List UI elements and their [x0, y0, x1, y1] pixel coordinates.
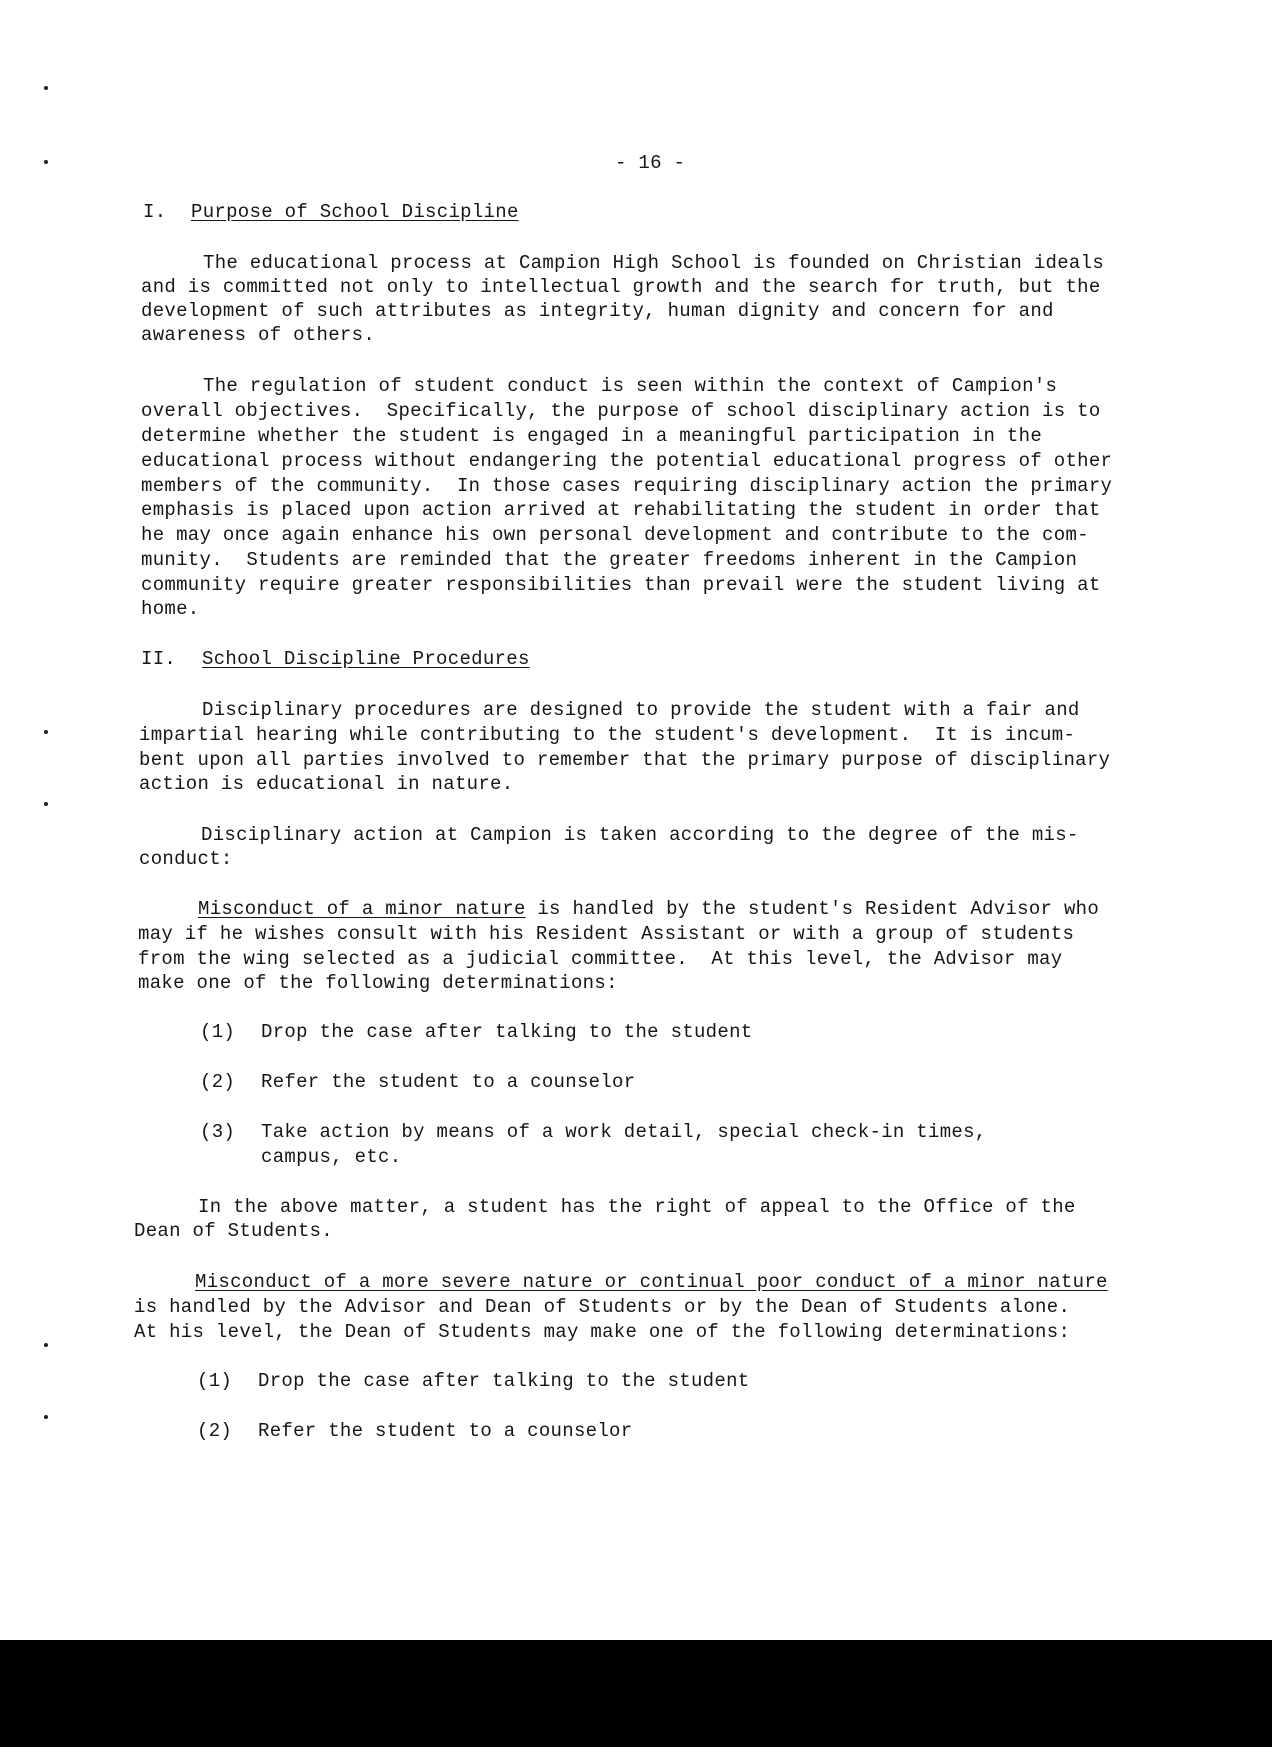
section-1-numeral: I.: [143, 201, 167, 223]
paragraph-line: educational process without endangering the potential educational progress of other: [141, 450, 1113, 472]
paragraph-line: community require greater responsibilities than prevail were the student living at: [141, 574, 1101, 596]
paragraph-line: he may once again enhance his own personal development and contribute to the com-: [141, 524, 1089, 546]
margin-mark: [44, 802, 48, 806]
margin-mark: [44, 1343, 48, 1347]
paragraph-line: overall objectives. Specifically, the purpose of school disciplinary action is to: [141, 400, 1101, 422]
list-item-number: (3): [200, 1121, 236, 1143]
severe-misconduct-heading: Misconduct of a more severe nature or continual poor conduct of a minor nature: [195, 1271, 1108, 1293]
paragraph-line: bent upon all parties involved to remember that the primary purpose of disciplinary: [139, 749, 1111, 771]
list-item-text: Refer the student to a counselor: [258, 1420, 633, 1442]
paragraph-line: impartial hearing while contributing to the student's development. It is incum-: [139, 724, 1076, 746]
paragraph-line: make one of the following determinations:: [138, 972, 618, 994]
paragraph-line: The regulation of student conduct is seen within the context of Campion's: [203, 375, 1058, 397]
section-1-title: Purpose of School Discipline: [191, 201, 519, 223]
paragraph-line: emphasis is placed upon action arrived at rehabilitating the student in order that: [141, 499, 1101, 521]
paragraph-line: and is committed not only to intellectual growth and the search for truth, but the: [141, 276, 1101, 298]
paragraph-line: awareness of others.: [141, 324, 376, 346]
paragraph-line: home.: [141, 598, 200, 620]
paragraph-line: munity. Students are reminded that the greater freedoms inherent in the Campion: [141, 549, 1078, 571]
paragraph-line: [198, 897, 1099, 921]
margin-mark: [44, 86, 48, 90]
paragraph-line: Dean of Students.: [134, 1220, 333, 1242]
paragraph-line: action is educational in nature.: [139, 773, 514, 795]
minor-misconduct-text: is handled by the student's Resident Advisor who: [525, 898, 1100, 920]
list-item-text: Drop the case after talking to the student: [261, 1021, 753, 1043]
list-item-number: (1): [200, 1021, 236, 1043]
paragraph-line: Disciplinary action at Campion is taken according to the degree of the mis-: [201, 824, 1079, 846]
paragraph-line: The educational process at Campion High School is founded on Christian ideals: [203, 252, 1105, 274]
paragraph-line: Disciplinary procedures are designed to provide the student with a fair and: [202, 699, 1080, 721]
margin-mark: [44, 730, 48, 734]
paragraph-line: from the wing selected as a judicial committee. At this level, the Advisor may: [138, 948, 1063, 970]
section-2-numeral: II.: [141, 648, 177, 670]
paragraph-line: At his level, the Dean of Students may make one of the following determinations:: [134, 1321, 1071, 1343]
section-2-title: School Discipline Procedures: [202, 648, 530, 670]
paragraph-line: In the above matter, a student has the right of appeal to the Office of the: [198, 1196, 1076, 1218]
list-item-text: campus, etc.: [261, 1146, 402, 1168]
paragraph-line: members of the community. In those cases requiring disciplinary action the primary: [141, 475, 1113, 497]
page-number: - 16 -: [615, 152, 686, 174]
list-item-number: (2): [200, 1071, 236, 1093]
list-item-text: Drop the case after talking to the student: [258, 1370, 750, 1392]
list-item-text: Refer the student to a counselor: [261, 1071, 636, 1093]
minor-misconduct-heading: Misconduct of a minor nature: [198, 898, 526, 920]
paragraph-line: development of such attributes as integrity, human dignity and concern for and: [141, 300, 1054, 322]
list-item-number: (1): [197, 1370, 233, 1392]
scan-border: [0, 1640, 1272, 1747]
paragraph-line: is handled by the Advisor and Dean of Students or by the Dean of Students alone.: [134, 1296, 1071, 1318]
paragraph-line: determine whether the student is engaged in a meaningful participation in the: [141, 425, 1043, 447]
paragraph-line: conduct:: [139, 848, 233, 870]
list-item-number: (2): [197, 1420, 233, 1442]
paragraph-line: may if he wishes consult with his Resident Assistant or with a group of students: [138, 923, 1075, 945]
margin-mark: [44, 160, 48, 164]
margin-mark: [44, 1415, 48, 1419]
list-item-text: Take action by means of a work detail, special check-in times,: [261, 1121, 987, 1143]
